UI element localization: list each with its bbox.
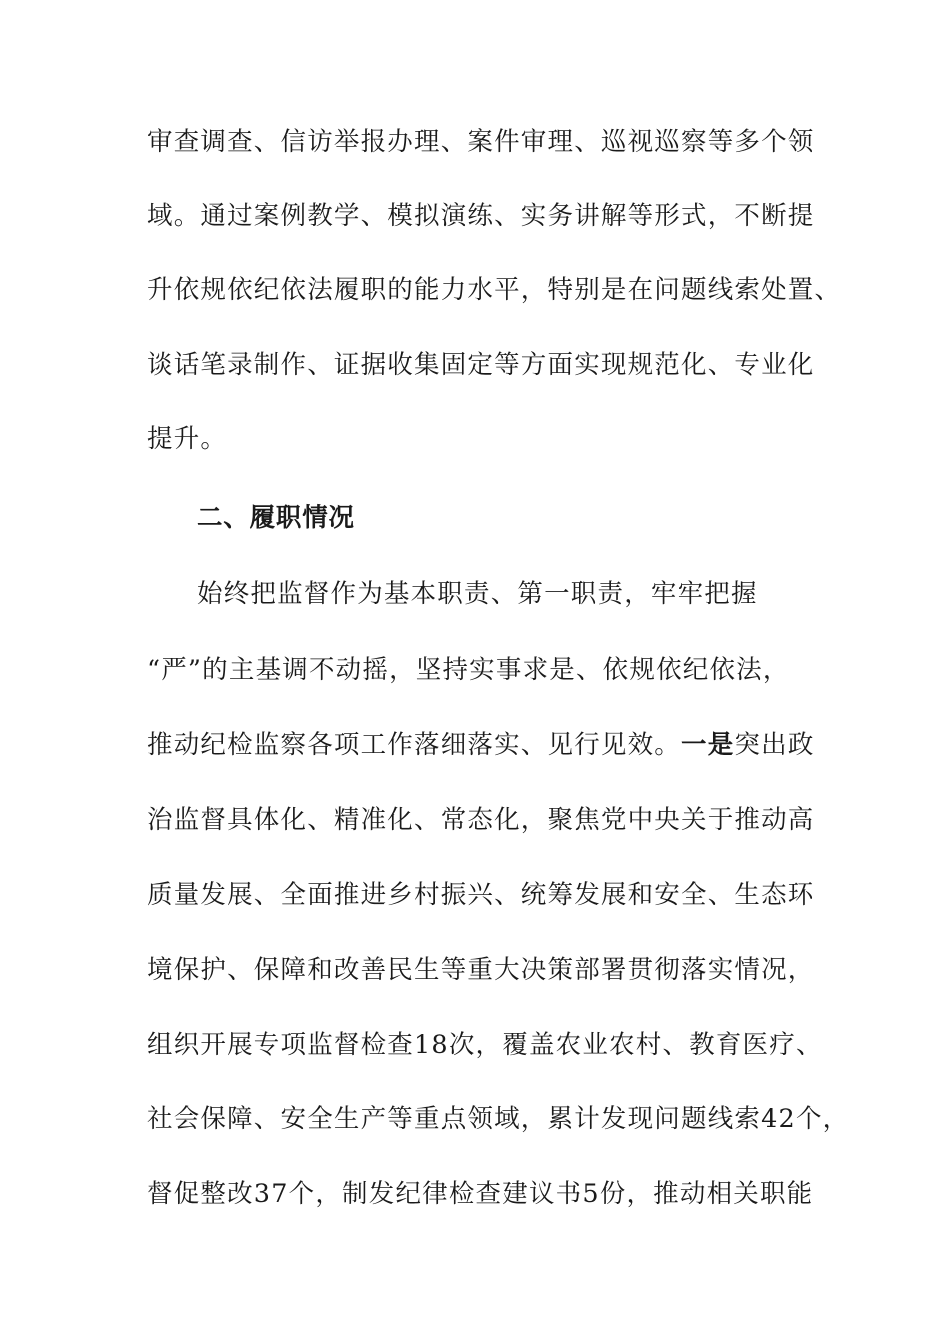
paragraph2-line-3-pre: 推动纪检监察各项工作落细落实、见行见效。 xyxy=(147,730,682,760)
paragraph2-line-7: 组织开展专项监督检查18次，覆盖农业农村、教育医疗、 xyxy=(147,1030,823,1060)
paragraph1-line-2: 域。通过案例教学、模拟演练、实务讲解等形式，不断提 xyxy=(147,201,815,231)
paragraph1-line-1: 审查调查、信访举报办理、案件审理、巡视巡察等多个领 xyxy=(147,127,815,157)
paragraph2-line-5: 质量发展、全面推进乡村振兴、统筹发展和安全、生态环 xyxy=(147,880,815,910)
paragraph2-line-4: 治监督具体化、精准化、常态化，聚焦党中央关于推动高 xyxy=(147,805,815,835)
paragraph1-line-3: 升依规依纪依法履职的能力水平，特别是在问题线索处置、 xyxy=(147,275,842,305)
paragraph2-line-2: “严”的主基调不动摇，坚持实事求是、依规依纪依法， xyxy=(147,655,790,685)
section-heading: 二、履职情况 xyxy=(197,503,355,533)
paragraph2-line-3-post: 突出政 xyxy=(734,730,815,760)
paragraph1-line-5: 提升。 xyxy=(147,424,228,454)
paragraph2-line-8: 社会保障、安全生产等重点领域，累计发现问题线索42个， xyxy=(147,1104,850,1134)
paragraph1-line-4: 谈话笔录制作、证据收集固定等方面实现规范化、专业化 xyxy=(147,350,815,380)
paragraph2-line-9: 督促整改37个，制发纪律检查建议书5份，推动相关职能 xyxy=(147,1179,814,1209)
paragraph2-line-6: 境保护、保障和改善民生等重大决策部署贯彻落实情况， xyxy=(147,955,815,985)
paragraph2-line-1: 始终把监督作为基本职责、第一职责，牢牢把握 xyxy=(197,579,758,609)
paragraph2-line-3 xyxy=(147,729,827,761)
emphasis-yi-shi: 一是 xyxy=(681,730,735,760)
